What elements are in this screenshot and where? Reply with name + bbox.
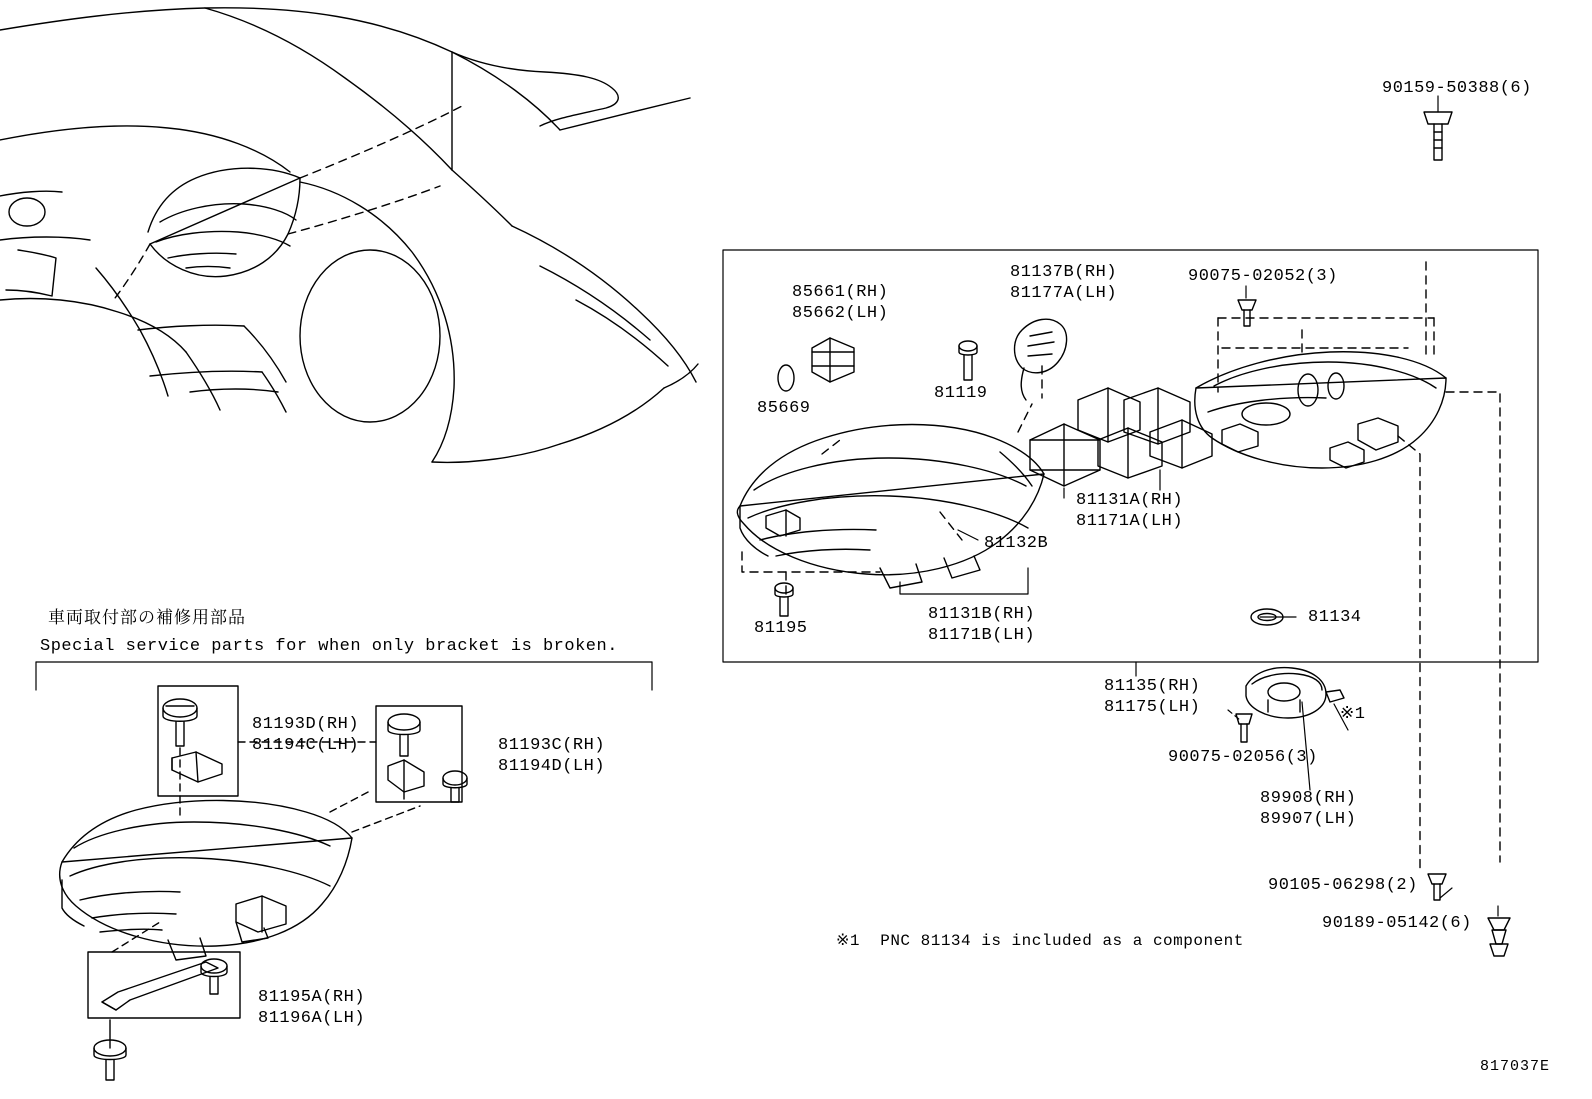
label-90105-06298: 90105-06298(2) <box>1268 876 1418 895</box>
connector-85661 <box>778 338 854 391</box>
special-parts-note-jp: 車両取付部の補修用部品 <box>48 608 246 628</box>
label-90189-05142: 90189-05142(6) <box>1322 914 1472 933</box>
label-81131B: 81131B(RH) <box>928 605 1036 624</box>
label-81194D: 81194D(LH) <box>498 757 606 776</box>
label-90075-02052: 90075-02052(3) <box>1188 267 1338 286</box>
label-81137B: 81137B(RH) <box>1010 263 1118 282</box>
support-panel <box>1195 352 1446 468</box>
special-parts-bracket <box>36 662 652 690</box>
label-81194C: 81194C(LH) <box>252 736 360 755</box>
bracket-pieces <box>102 752 424 1010</box>
label-81135: 81135(RH) <box>1104 677 1201 696</box>
fasteners <box>775 112 1510 956</box>
label-85662: 85662(LH) <box>792 304 889 323</box>
label-90075-02056: 90075-02056(3) <box>1168 748 1318 767</box>
vehicle-outline <box>0 8 698 463</box>
label-81193D: 81193D(RH) <box>252 715 360 734</box>
figure-code: 817037E <box>1480 1058 1551 1075</box>
label-81171B: 81171B(LH) <box>928 626 1036 645</box>
label-85669: 85669 <box>757 399 811 418</box>
bracket-cluster <box>1030 388 1212 486</box>
component-footnote: ※1 PNC 81134 is included as a component <box>836 932 1244 950</box>
label-81195: 81195 <box>754 619 808 638</box>
label-81131A: 81131A(RH) <box>1076 491 1184 510</box>
headlamp-main <box>737 425 1044 589</box>
part-81135 <box>1246 668 1344 718</box>
label-81119: 81119 <box>934 384 988 403</box>
headlamp-assembly-lower <box>60 800 352 960</box>
label-81177A: 81177A(LH) <box>1010 284 1118 303</box>
label-90159-50388: 90159-50388(6) <box>1382 79 1532 98</box>
part-81137B <box>1015 319 1067 400</box>
label-89907: 89907(LH) <box>1260 810 1357 829</box>
label-81195A: 81195A(RH) <box>258 988 366 1007</box>
label-81134: 81134 <box>1308 608 1362 627</box>
label-89908: 89908(RH) <box>1260 789 1357 808</box>
label-81193C: 81193C(RH) <box>498 736 606 755</box>
label-81132B: 81132B <box>984 534 1049 553</box>
label-81175: 81175(LH) <box>1104 698 1201 717</box>
label-81171A: 81171A(LH) <box>1076 512 1184 531</box>
footnote-marker-1: ※1 <box>1340 705 1366 724</box>
vehicle-headlamp <box>148 168 300 276</box>
label-81196A: 81196A(LH) <box>258 1009 366 1028</box>
special-parts-note-en: Special service parts for when only bracket is broken. <box>40 637 618 656</box>
label-85661: 85661(RH) <box>792 283 889 302</box>
